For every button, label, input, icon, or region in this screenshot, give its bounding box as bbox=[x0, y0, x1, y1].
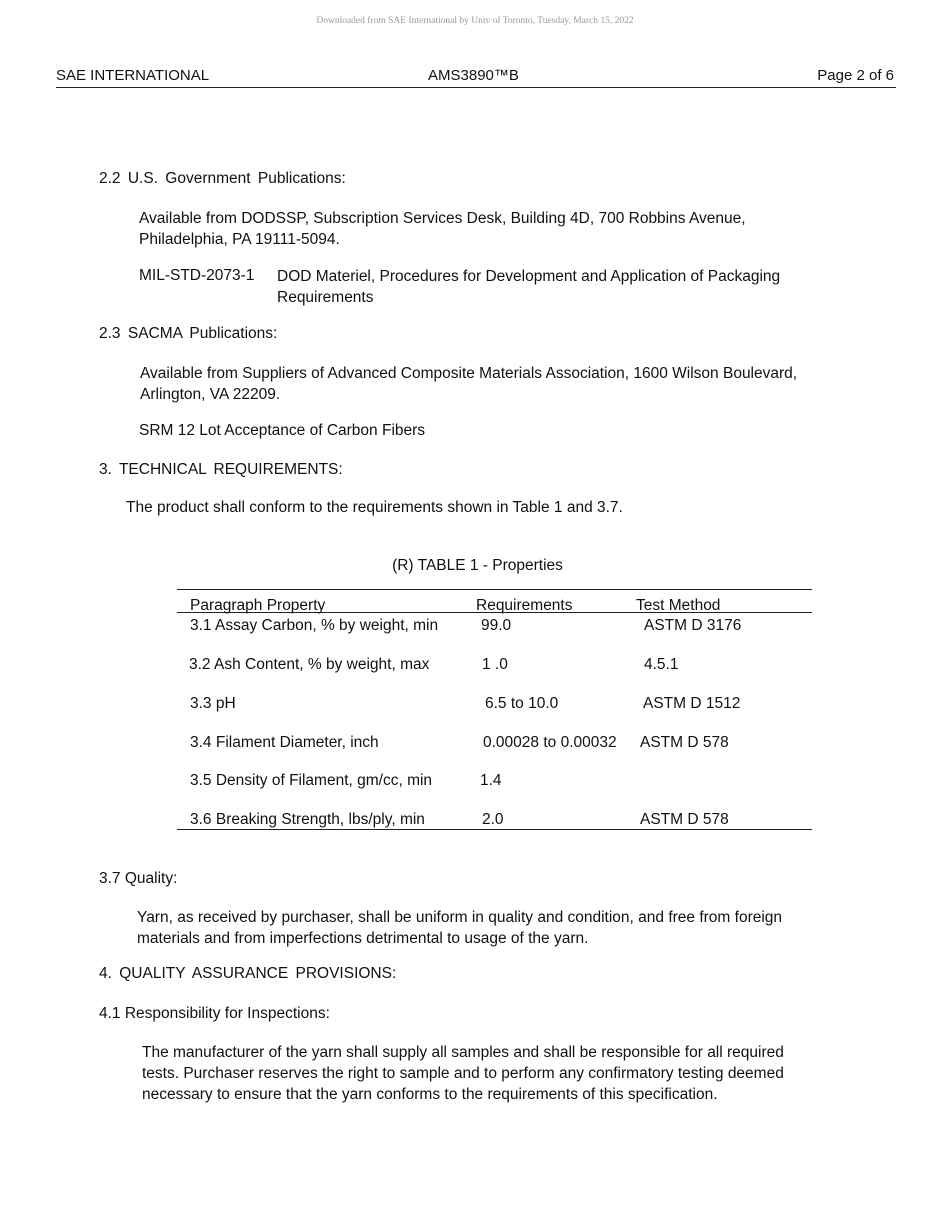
mil-std-id: MIL-STD-2073-1 bbox=[139, 267, 255, 284]
text-line: materials and from imperfections detrimental to usage of the yarn. bbox=[137, 930, 589, 947]
row-property: 3.4 Filament Diameter, inch bbox=[190, 734, 379, 751]
row-requirement: 1.4 bbox=[480, 772, 502, 789]
text-line: DOD Materiel, Procedures for Development and Application of Packaging bbox=[277, 268, 781, 285]
download-notice: Downloaded from SAE International by Univ of Toronto, Tuesday, March 15, 2022 bbox=[316, 16, 634, 26]
table-bottom-rule bbox=[177, 829, 812, 830]
column-header-test-method: Test Method bbox=[636, 597, 721, 614]
column-header-requirements: Requirements bbox=[476, 597, 573, 614]
text-line: Available from Suppliers of Advanced Composite Materials Association, 1600 Wilson Boulevard, bbox=[140, 365, 798, 382]
row-property: 3.5 Density of Filament, gm/cc, min bbox=[190, 772, 433, 789]
text-line: Philadelphia, PA 19111-5094. bbox=[139, 231, 340, 248]
section-2-2-heading: 2.2 U.S. Government Publications: bbox=[99, 170, 346, 187]
row-requirement: 99.0 bbox=[481, 617, 512, 634]
row-test-method: ASTM D 1512 bbox=[643, 695, 741, 712]
section-4-heading: 4. QUALITY ASSURANCE PROVISIONS: bbox=[99, 965, 397, 982]
section-3-7-body bbox=[137, 907, 782, 949]
section-4-1-heading: 4.1 Responsibility for Inspections: bbox=[99, 1005, 330, 1022]
text-line: Yarn, as received by purchaser, shall be uniform in quality and condition, and free from foreign bbox=[137, 909, 783, 926]
row-property: 3.1 Assay Carbon, % by weight, min bbox=[190, 617, 439, 634]
section-2-3-heading: 2.3 SACMA Publications: bbox=[99, 325, 278, 342]
row-requirement: 6.5 to 10.0 bbox=[485, 695, 559, 712]
header-document-number: AMS3890™B bbox=[428, 67, 519, 84]
row-requirement: 0.00028 to 0.00032 bbox=[483, 734, 617, 751]
text-line: Arlington, VA 22209. bbox=[140, 386, 281, 403]
section-3-7-heading: 3.7 Quality: bbox=[99, 870, 178, 887]
header-rule bbox=[56, 87, 896, 88]
section-3-intro: The product shall conform to the requirements shown in Table 1 and 3.7. bbox=[126, 499, 623, 516]
table-caption: (R) TABLE 1 - Properties bbox=[392, 557, 563, 574]
mil-std-title bbox=[277, 266, 780, 308]
column-header-paragraph-property: Paragraph Property bbox=[190, 597, 326, 614]
section-2-3-availability bbox=[140, 363, 797, 405]
srm-reference: SRM 12 Lot Acceptance of Carbon Fibers bbox=[139, 422, 426, 439]
row-requirement: 2.0 bbox=[482, 811, 504, 828]
row-test-method: ASTM D 3176 bbox=[644, 617, 742, 634]
row-test-method: 4.5.1 bbox=[644, 656, 679, 673]
section-3-heading: 3. TECHNICAL REQUIREMENTS: bbox=[99, 461, 343, 478]
header-organization: SAE INTERNATIONAL bbox=[56, 67, 210, 84]
text-line: Requirements bbox=[277, 289, 374, 306]
section-4-1-body bbox=[142, 1042, 784, 1105]
row-test-method: ASTM D 578 bbox=[640, 734, 729, 751]
table-top-rule bbox=[177, 589, 812, 590]
text-line: tests. Purchaser reserves the right to sample and to perform any confirmatory testing deemed bbox=[142, 1065, 784, 1082]
row-property: 3.6 Breaking Strength, lbs/ply, min bbox=[190, 811, 425, 828]
row-requirement: 1 .0 bbox=[482, 656, 508, 673]
text-line: The manufacturer of the yarn shall supply all samples and shall be responsible for all required bbox=[142, 1044, 784, 1061]
row-property: 3.2 Ash Content, % by weight, max bbox=[189, 656, 430, 673]
row-property: 3.3 pH bbox=[190, 695, 236, 712]
text-line: necessary to ensure that the yarn conforms to the requirements of this specification. bbox=[142, 1086, 718, 1103]
text-line: Available from DODSSP, Subscription Services Desk, Building 4D, 700 Robbins Avenue, bbox=[139, 210, 746, 227]
row-test-method: ASTM D 578 bbox=[640, 811, 729, 828]
table-header-rule bbox=[177, 612, 812, 613]
section-2-2-availability bbox=[139, 208, 746, 250]
header-page-number: Page 2 of 6 bbox=[817, 67, 894, 84]
